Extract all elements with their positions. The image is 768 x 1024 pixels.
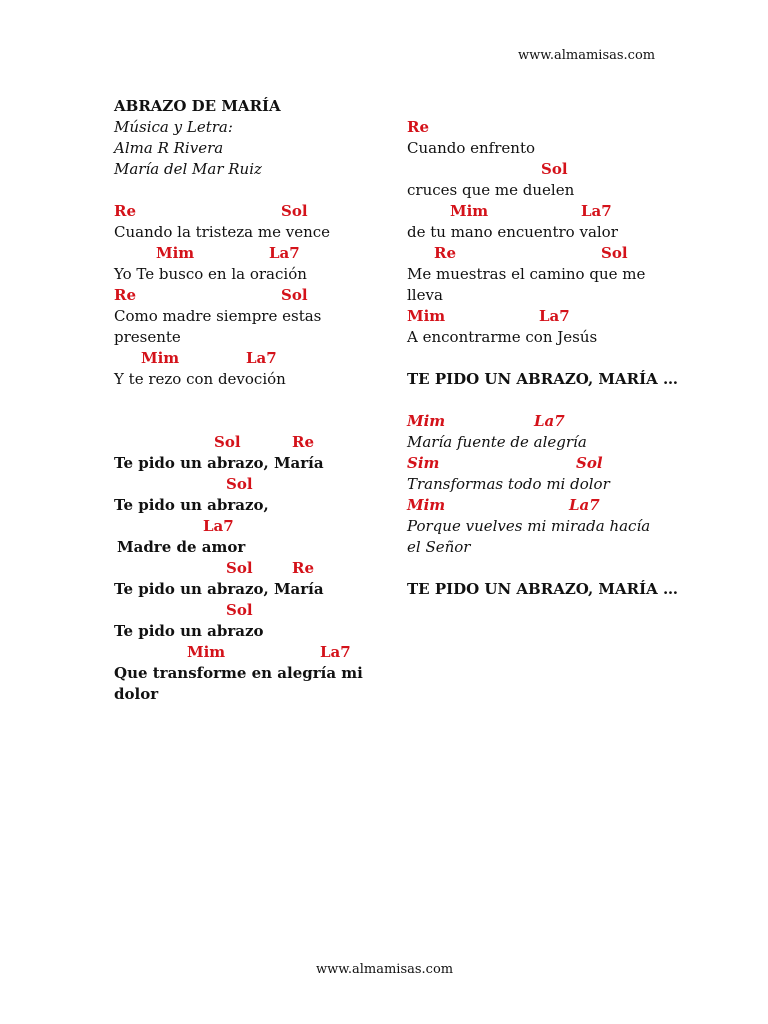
refrain-line: TE PIDO UN ABRAZO, MARÍA … [407, 370, 679, 388]
lyric-line: Madre de amor [117, 538, 246, 556]
chord: Sol [601, 244, 628, 262]
song-title: ABRAZO DE MARÍA [114, 97, 281, 115]
credits-label: Música y Letra: [114, 118, 233, 136]
chord: Sol [226, 475, 253, 493]
chord-line [114, 243, 374, 264]
lyric-line: Te pido un abrazo, [114, 496, 269, 514]
chord-line [407, 159, 667, 180]
site-url-footer: www.almamisas.com [316, 962, 454, 977]
chord: Re [292, 559, 315, 577]
chord: Mim [141, 349, 180, 367]
chord-line [407, 495, 667, 516]
chord: Sol [576, 454, 603, 472]
lyric-line: Me muestras el camino que me [407, 265, 646, 283]
chord: Re [114, 286, 137, 304]
chord: La7 [539, 307, 570, 325]
author-1: Alma R Rivera [114, 139, 224, 157]
chord: Mim [156, 244, 195, 262]
chord-line [114, 348, 374, 369]
lyric-line: Que transforme en alegría mi [114, 664, 363, 682]
chord: La7 [246, 349, 277, 367]
chord: Sol [214, 433, 241, 451]
left-column [114, 96, 374, 705]
lyric-line: el Señor [407, 538, 471, 556]
chord: La7 [534, 412, 565, 430]
lyric-line: Cuando la tristeza me vence [114, 223, 331, 241]
chord: La7 [269, 244, 300, 262]
chord: Mim [407, 412, 446, 430]
lyric-line: cruces que me duelen [407, 181, 575, 199]
chord-line [407, 306, 667, 327]
chord-line [114, 201, 374, 222]
chord: Sol [281, 202, 308, 220]
lyric-line: María fuente de alegría [407, 433, 587, 451]
site-url-header: www.almamisas.com [518, 48, 656, 63]
chord-line [114, 558, 374, 579]
chord: Mim [187, 643, 226, 661]
lyric-line: dolor [114, 685, 159, 703]
chord-line [407, 117, 667, 138]
lyric-line: Yo Te busco en la oración [114, 265, 307, 283]
chord-line [407, 411, 667, 432]
lyric-line: Porque vuelves mi mirada hacía [407, 517, 651, 535]
chord: Re [434, 244, 457, 262]
chord-line [114, 474, 374, 495]
chord: Sim [407, 454, 440, 472]
chord: Re [114, 202, 137, 220]
chord: Re [407, 118, 430, 136]
lyric-line: Y te rezo con devoción [114, 370, 286, 388]
refrain-line: TE PIDO UN ABRAZO, MARÍA … [407, 580, 679, 598]
chord-line [114, 642, 374, 663]
chord-line [407, 201, 667, 222]
lyric-line: Te pido un abrazo [114, 622, 264, 640]
chord: Sol [281, 286, 308, 304]
lyric-line: lleva [407, 286, 443, 304]
chord-line [114, 600, 374, 621]
chord-line [407, 243, 667, 264]
chord-line [407, 453, 667, 474]
chord: Sol [226, 601, 253, 619]
lyric-line: A encontrarme con Jesús [407, 328, 598, 346]
lyric-line: Te pido un abrazo, María [114, 454, 324, 472]
chord: La7 [569, 496, 600, 514]
chord-line [114, 285, 374, 306]
chord: La7 [581, 202, 612, 220]
lyric-line: Te pido un abrazo, María [114, 580, 324, 598]
lyric-line: de tu mano encuentro valor [407, 223, 618, 241]
chord: Mim [407, 496, 446, 514]
chord: Sol [541, 160, 568, 178]
right-column [407, 117, 679, 600]
lyric-line: presente [114, 328, 181, 346]
author-2: María del Mar Ruiz [114, 160, 262, 178]
chord: Mim [450, 202, 489, 220]
lyric-line: Cuando enfrento [407, 139, 535, 157]
chord: Re [292, 433, 315, 451]
chord: Sol [226, 559, 253, 577]
chord: Mim [407, 307, 446, 325]
lyric-line: Transformas todo mi dolor [407, 475, 610, 493]
chord-line [114, 516, 374, 537]
lyric-line: Como madre siempre estas [114, 307, 322, 325]
chord-line [114, 432, 374, 453]
chord: La7 [320, 643, 351, 661]
chord: La7 [203, 517, 234, 535]
